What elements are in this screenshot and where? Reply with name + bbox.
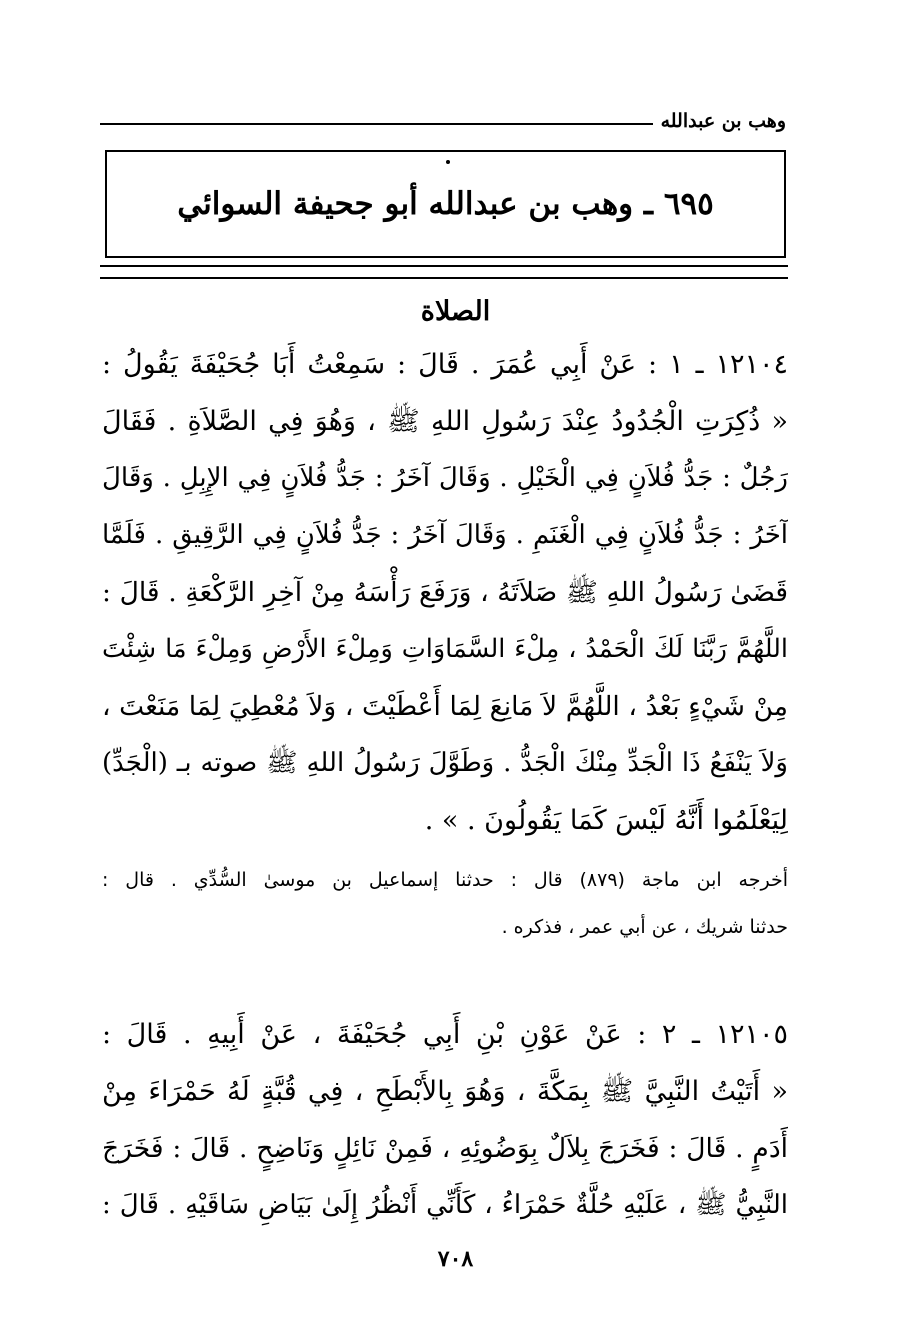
divider-rule-top: [100, 265, 788, 267]
hadith-line: قَضَىٰ رَسُولُ اللهِ ﷺ صَلاَتَهُ ، وَرَفَعَ رَأْسَهُ مِنْ آخِرِ الرَّكْعَةِ . قَالَ :: [102, 577, 788, 608]
hadith-line: رَجُلٌ : جَدُّ فُلاَنٍ فِي الْخَيْلِ . وَقَالَ آخَرُ : جَدُّ فُلاَنٍ فِي الإِبِلِ . وَقَالَ: [102, 463, 788, 493]
page-number: ٧٠٨: [437, 1246, 474, 1272]
title-box: [105, 150, 786, 258]
section-heading: الصلاة: [420, 296, 491, 327]
hadith-line: آخَرُ : جَدُّ فُلاَنٍ فِي الْغَنَمِ . وَقَالَ آخَرُ : جَدُّ فُلاَنٍ فِي الرَّقِيقِ . فَلَمَّا: [102, 520, 788, 550]
takhrij-note: [102, 857, 788, 951]
hadith-line: ١٢١٠٤ ـ ١ : عَنْ أَبِي عُمَرَ . قَالَ : سَمِعْتُ أَبَا جُحَيْفَةَ يَقُولُ :: [102, 349, 788, 380]
hadith-line: « أَتَيْتُ النَّبِيَّ ﷺ بِمَكَّةَ ، وَهُوَ بِالأَبْطَحِ ، فِي قُبَّةٍ لَهُ حَمْرَاءَ مِنْ: [102, 1076, 788, 1107]
hadith-line: اللَّهُمَّ رَبَّنَا لَكَ الْحَمْدُ ، مِلْءَ السَّمَاوَاتِ وَمِلْءَ الأَرْضِ وَمِلْءَ مَا شِئْتَ: [102, 634, 788, 664]
hadith-line: وَلاَ يَنْفَعُ ذَا الْجَدِّ مِنْكَ الْجَدُّ . وَطَوَّلَ رَسُولُ اللهِ ﷺ صوته بـ (الْجَدِّ): [102, 748, 788, 778]
header-rule: [100, 123, 653, 125]
hadith-line: لِيَعْلَمُوا أَنَّهُ لَيْسَ كَمَا يَقُولُونَ . » .: [424, 805, 788, 836]
running-header: [100, 108, 786, 134]
hadith-line: ١٢١٠٥ ـ ٢ : عَنْ عَوْنِ بْنِ أَبِي جُحَيْفَةَ ، عَنْ أَبِيهِ . قَالَ :: [102, 1019, 788, 1050]
running-header-text: وهب بن عبدالله: [660, 110, 786, 132]
hadith-line: النَّبِيُّ ﷺ ، عَلَيْهِ حُلَّةٌ حَمْرَاءُ ، كَأَنِّي أَنْظُرُ إِلَىٰ بَيَاضِ سَاقَيْهِ . قَالَ :: [102, 1190, 788, 1220]
divider-rule-bottom: [100, 277, 788, 279]
entry-title: ٦٩٥ ـ وهب بن عبدالله أبو جحيفة السوائي: [177, 186, 714, 222]
hadith-line: « ذُكِرَتِ الْجُدُودُ عِنْدَ رَسُولِ اللهِ ﷺ ، وَهُوَ فِي الصَّلاَةِ . فَقَالَ: [102, 406, 788, 437]
hadith-12105: [102, 1006, 788, 1234]
hadith-12104: [102, 336, 788, 849]
takhrij-line: أخرجه ابن ماجة (٨٧٩) قال : حدثنا إسماعيل بن موسىٰ السُّدِّي . قال :: [102, 869, 788, 891]
decorative-dot: [446, 160, 450, 164]
takhrij-line: حدثنا شريك ، عن أبي عمر ، فذكره .: [501, 916, 788, 938]
hadith-line: مِنْ شَيْءٍ بَعْدُ ، اللَّهُمَّ لاَ مَانِعَ لِمَا أَعْطَيْتَ ، وَلاَ مُعْطِيَ لِمَا مَنَعْتَ ،: [102, 691, 788, 722]
hadith-line: أَدَمٍ . قَالَ : فَخَرَجَ بِلاَلٌ بِوَضُوئِهِ ، فَمِنْ نَائِلٍ وَنَاضِحٍ . قَالَ : فَخَرَجَ: [102, 1133, 788, 1164]
